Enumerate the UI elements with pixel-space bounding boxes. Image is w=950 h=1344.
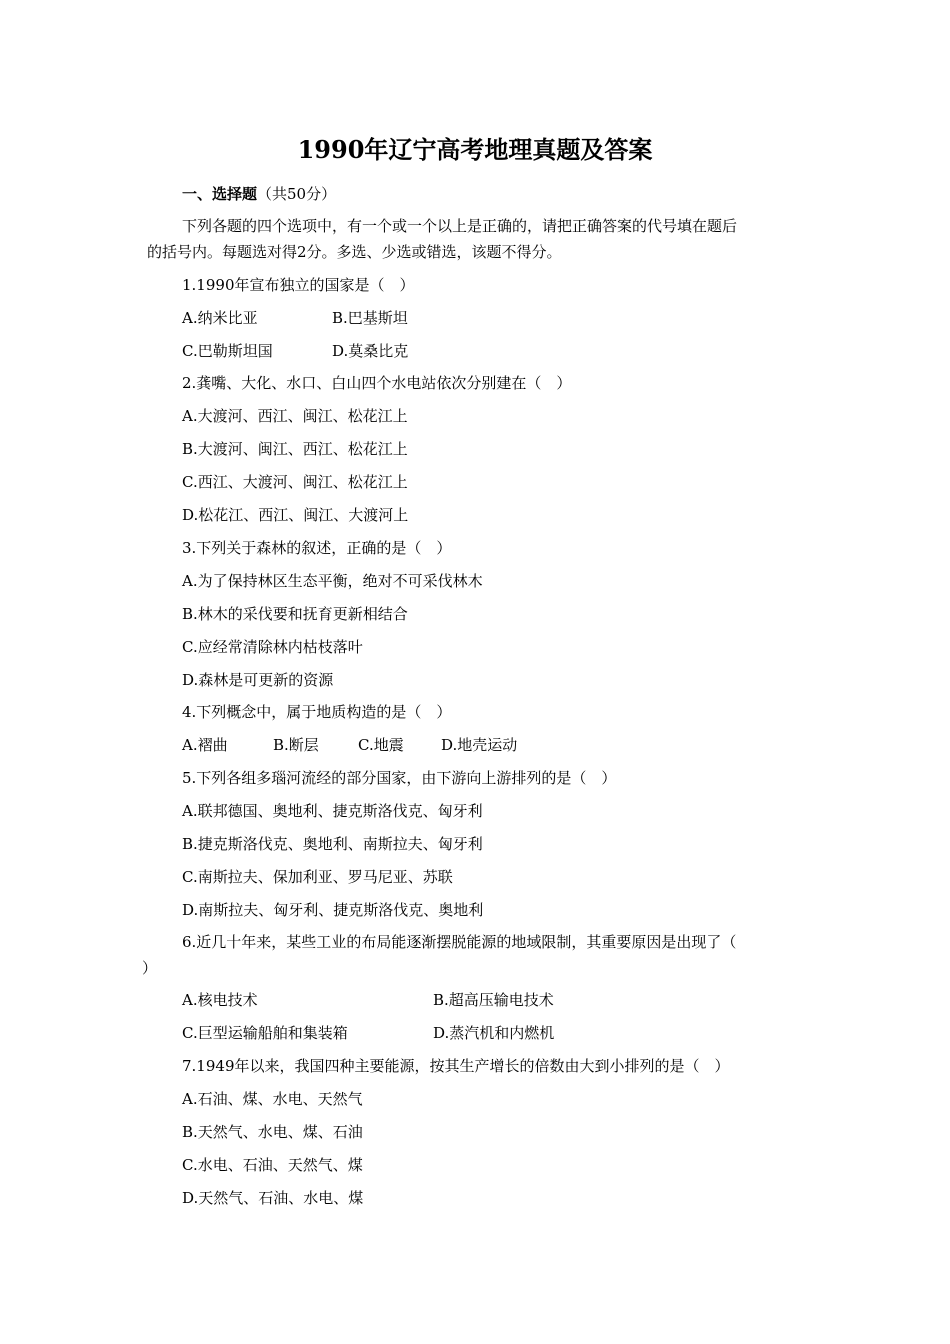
question-7-option-c: C.水电、石油、天然气、煤 xyxy=(182,1156,363,1174)
question-4-option-c: C.地震 xyxy=(358,736,404,754)
question-4-stem: 4.下列概念中，属于地质构造的是（ ） xyxy=(182,703,452,721)
question-4-option-b: B.断层 xyxy=(273,736,319,754)
question-2-option-a: A.大渡河、西江、闽江、松花江上 xyxy=(182,407,408,425)
question-1-option-d: D.莫桑比克 xyxy=(332,342,409,360)
question-3-stem: 3.下列关于森林的叙述，正确的是（ ） xyxy=(182,539,452,557)
question-4-option-a: A.褶曲 xyxy=(182,736,228,754)
instructions-line-2: 的括号内。每题选对得2分。多选、少选或错选，该题不得分。 xyxy=(147,243,562,261)
question-7-option-b: B.天然气、水电、煤、石油 xyxy=(182,1123,363,1141)
section-points: （共50分） xyxy=(257,185,337,203)
question-2-option-d: D.松花江、西江、闽江、大渡河上 xyxy=(182,506,409,524)
section-heading-label: 一、选择题 xyxy=(182,185,258,203)
page-title: 1990年辽宁高考地理真题及答案 xyxy=(297,135,653,164)
question-5-stem: 5.下列各组多瑙河流经的部分国家，由下游向上游排列的是（ ） xyxy=(182,769,617,787)
question-6-stem: 6.近几十年来，某些工业的布局能逐渐摆脱能源的地域限制，其重要原因是出现了（ xyxy=(182,933,737,951)
question-3-option-c: C.应经常清除林内枯枝落叶 xyxy=(182,638,363,656)
question-3-option-d: D.森林是可更新的资源 xyxy=(182,671,334,689)
question-6-option-c: C.巨型运输船舶和集装箱 xyxy=(182,1024,348,1042)
question-1-option-c: C.巴勒斯坦国 xyxy=(182,342,273,360)
instructions-line-1: 下列各题的四个选项中，有一个或一个以上是正确的，请把正确答案的代号填在题后 xyxy=(182,217,738,235)
question-5-option-d: D.南斯拉夫、匈牙利、捷克斯洛伐克、奥地利 xyxy=(182,901,484,919)
question-5-option-c: C.南斯拉夫、保加利亚、罗马尼亚、苏联 xyxy=(182,868,453,886)
question-3-option-a: A.为了保持林区生态平衡，绝对不可采伐林木 xyxy=(182,572,483,590)
question-6-stem-continuation: ） xyxy=(142,959,158,977)
question-5-option-b: B.捷克斯洛伐克、奥地利、南斯拉夫、匈牙利 xyxy=(182,835,483,853)
question-1-option-b: B.巴基斯坦 xyxy=(332,309,408,327)
question-2-option-c: C.西江、大渡河、闽江、松花江上 xyxy=(182,473,408,491)
question-6-option-b: B.超高压输电技术 xyxy=(433,991,554,1009)
question-1-stem: 1.1990年宣布独立的国家是（ ） xyxy=(182,276,415,294)
question-7-option-d: D.天然气、石油、水电、煤 xyxy=(182,1189,364,1207)
section-heading xyxy=(182,184,336,204)
question-7-option-a: A.石油、煤、水电、天然气 xyxy=(182,1090,363,1108)
question-5-option-a: A.联邦德国、奥地利、捷克斯洛伐克、匈牙利 xyxy=(182,802,483,820)
question-7-stem: 7.1949年以来，我国四种主要能源，按其生产增长的倍数由大到小排列的是（ ） xyxy=(182,1057,730,1075)
question-3-option-b: B.林木的采伐要和抚育更新相结合 xyxy=(182,605,408,623)
question-4-option-d: D.地壳运动 xyxy=(441,736,518,754)
question-6-option-d: D.蒸汽机和内燃机 xyxy=(433,1024,555,1042)
question-2-stem: 2.龚嘴、大化、水口、白山四个水电站依次分别建在（ ） xyxy=(182,374,572,392)
question-1-option-a: A.纳米比亚 xyxy=(182,309,258,327)
question-6-option-a: A.核电技术 xyxy=(182,991,258,1009)
question-2-option-b: B.大渡河、闽江、西江、松花江上 xyxy=(182,440,408,458)
